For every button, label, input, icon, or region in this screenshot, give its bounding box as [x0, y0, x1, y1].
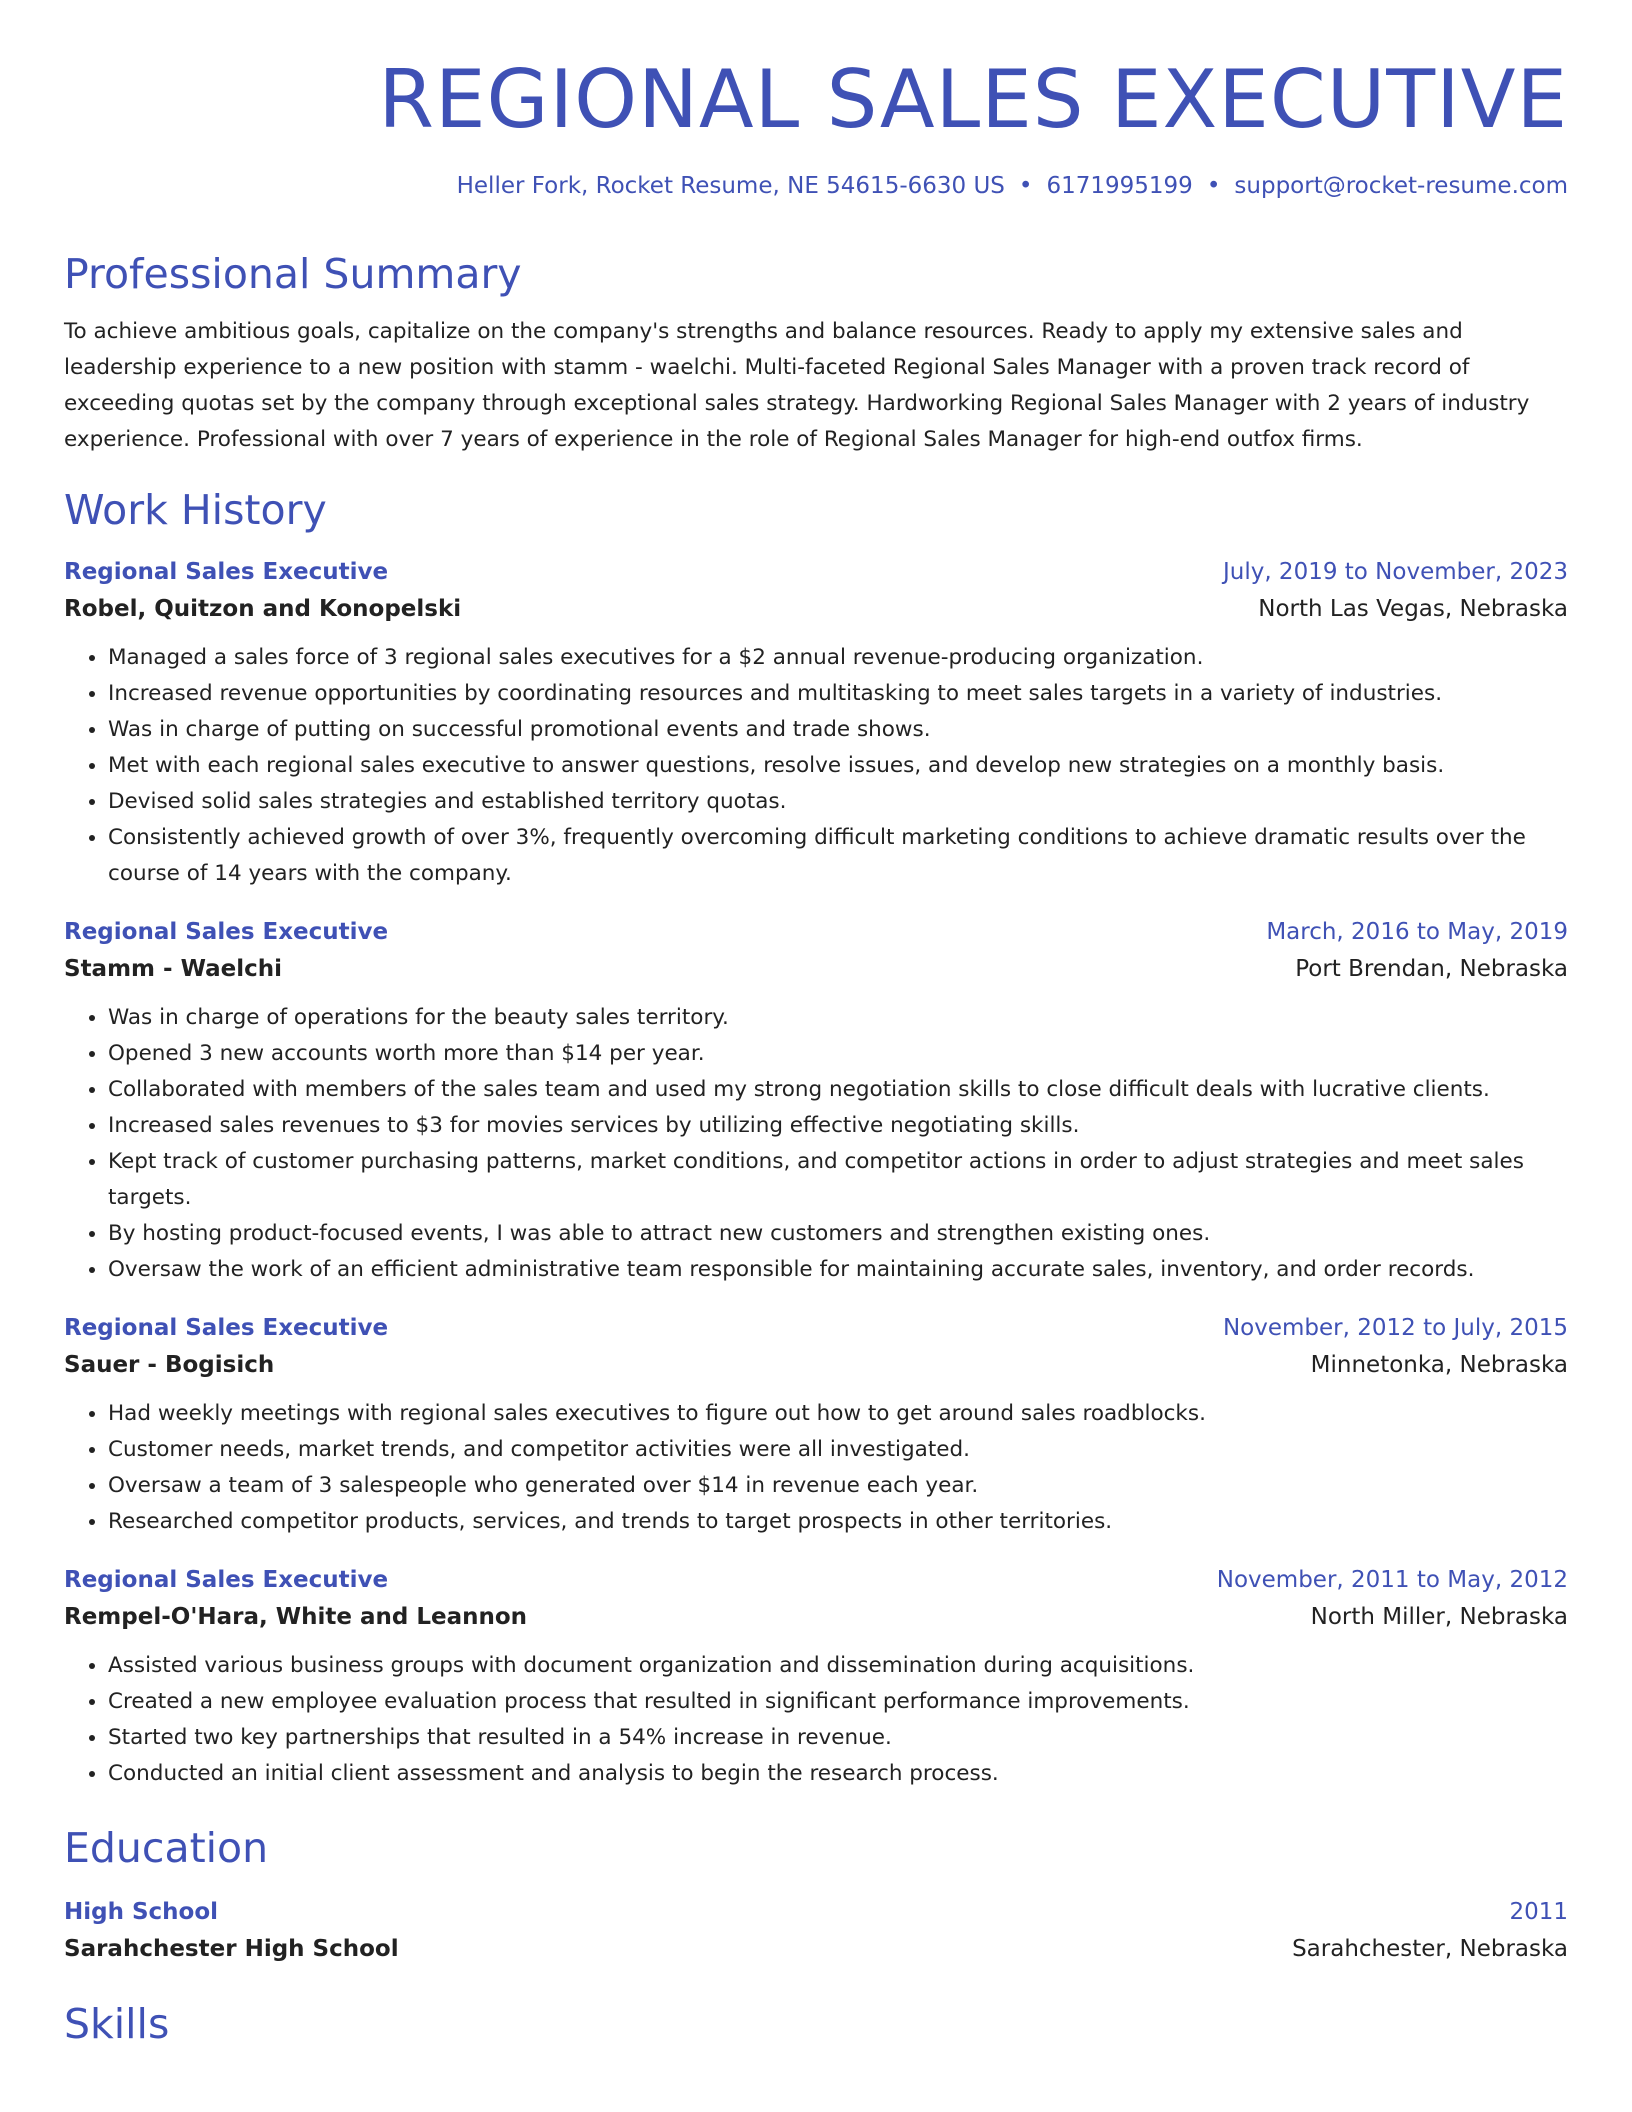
job-company: Stamm - Waelchi	[64, 956, 283, 982]
job-bullet: • Was in charge of putting on successful promotional events and trade shows.	[108, 712, 1568, 748]
summary-text: To achieve ambitious goals, capitalize on the company's strengths and balance resources. Ready to apply my extensive sales and leadership experience to a new position with stamm - waelchi. Multi-faceted Regional Sales Manager with a proven track record of exceeding quotas set by the company through exceptional sales strategy. Hardworking Regional Sales Manager with 2 years of industry experience. Professional with over 7 years of experience in the role of Regional Sales Manager for high-end outfox firms.	[64, 319, 1530, 452]
job-bullet: • Opened 3 new accounts worth more than $14 per year.	[108, 1036, 1568, 1072]
job-dates: March, 2016 to May, 2019	[1266, 919, 1568, 945]
job-header	[64, 1562, 1568, 1598]
job-bullet: • Created a new employee evaluation process that resulted in significant performance improvements.	[108, 1684, 1568, 1720]
education-entry	[64, 1894, 1568, 1968]
education-location: Sarahchester, Nebraska	[1292, 1936, 1568, 1962]
job-bullet: • Started two key partnerships that resulted in a 54% increase in revenue.	[108, 1720, 1568, 1756]
job-position: Regional Sales Executive	[64, 1315, 389, 1341]
job-bullet: • Oversaw a team of 3 salespeople who generated over $14 in revenue each year.	[108, 1468, 1568, 1504]
job-dates: July, 2019 to November, 2023	[1222, 559, 1568, 585]
section-title-work-history: Work History	[64, 486, 327, 534]
resume-page	[64, 0, 1568, 2050]
contact-separator: •	[1206, 173, 1221, 199]
job-bullet: • Was in charge of operations for the beauty sales territory.	[108, 1000, 1568, 1036]
contact-address: Heller Fork, Rocket Resume, NE 54615-6630 US	[456, 173, 1005, 199]
job-bullet: • Devised solid sales strategies and established territory quotas.	[108, 784, 1568, 820]
job-bullet: • Kept track of customer purchasing patterns, market conditions, and competitor actions in order to adjust strategies and meet sales targets.	[108, 1144, 1568, 1216]
job-company: Sauer - Bogisich	[64, 1352, 275, 1378]
job-bullet: • By hosting product-focused events, I was able to attract new customers and strengthen existing ones.	[108, 1216, 1568, 1252]
section-title-summary: Professional Summary	[64, 250, 522, 298]
job-position: Regional Sales Executive	[64, 1567, 389, 1593]
job-position: Regional Sales Executive	[64, 559, 389, 585]
job-entry	[64, 914, 1568, 1288]
contact-phone: 6171995199	[1046, 173, 1193, 199]
job-location: North Las Vegas, Nebraska	[1258, 596, 1568, 622]
section-title-skills: Skills	[64, 2000, 170, 2048]
job-bullets	[64, 1000, 1568, 1288]
job-bullet: • Met with each regional sales executive to answer questions, resolve issues, and develop new strategies on a monthly basis.	[108, 748, 1568, 784]
job-position: Regional Sales Executive	[64, 919, 389, 945]
job-company: Rempel-O'Hara, White and Leannon	[64, 1604, 528, 1630]
job-header	[64, 914, 1568, 950]
job-dates: November, 2011 to May, 2012	[1216, 1567, 1568, 1593]
contact-separator: •	[1018, 173, 1033, 199]
education-header	[64, 1894, 1568, 1930]
job-bullets	[64, 1648, 1568, 1792]
section-title-education: Education	[64, 1824, 269, 1872]
education-year: 2011	[1509, 1899, 1568, 1925]
education-school: Sarahchester High School	[64, 1936, 399, 1962]
job-bullets	[64, 1396, 1568, 1540]
education-subheader	[64, 1930, 1568, 1968]
job-subheader	[64, 950, 1568, 988]
contact-line	[64, 170, 1568, 202]
job-dates: November, 2012 to July, 2015	[1222, 1315, 1568, 1341]
job-bullet: • Had weekly meetings with regional sales executives to figure out how to get around sales roadblocks.	[108, 1396, 1568, 1432]
job-bullet: • Researched competitor products, services, and trends to target prospects in other territories.	[108, 1504, 1568, 1540]
job-subheader	[64, 1346, 1568, 1384]
job-location: Minnetonka, Nebraska	[1310, 1352, 1568, 1378]
job-entry	[64, 1562, 1568, 1792]
job-subheader	[64, 1598, 1568, 1636]
education-degree: High School	[64, 1899, 219, 1925]
job-subheader	[64, 590, 1568, 628]
job-bullet: • Increased revenue opportunities by coordinating resources and multitasking to meet sales targets in a variety of industries.	[108, 676, 1568, 712]
job-bullet: • Increased sales revenues to $3 for movies services by utilizing effective negotiating skills.	[108, 1108, 1568, 1144]
job-bullet: • Collaborated with members of the sales team and used my strong negotiation skills to close difficult deals with lucrative clients.	[108, 1072, 1568, 1108]
job-header	[64, 1310, 1568, 1346]
resume-title: REGIONAL SALES EXECUTIVE	[378, 53, 1568, 146]
job-bullets	[64, 640, 1568, 892]
job-entry	[64, 1310, 1568, 1540]
job-location: North Miller, Nebraska	[1310, 1604, 1568, 1630]
job-entry	[64, 554, 1568, 892]
job-bullet: • Managed a sales force of 3 regional sales executives for a $2 annual revenue-producing organization.	[108, 640, 1568, 676]
job-header	[64, 554, 1568, 590]
job-bullet: • Consistently achieved growth of over 3%, frequently overcoming difficult marketing conditions to achieve dramatic results over the course of 14 years with the company.	[108, 820, 1568, 892]
contact-email: support@rocket-resume.com	[1234, 173, 1568, 199]
job-bullet: • Customer needs, market trends, and competitor activities were all investigated.	[108, 1432, 1568, 1468]
job-bullet: • Assisted various business groups with document organization and dissemination during acquisitions.	[108, 1648, 1568, 1684]
job-bullet: • Oversaw the work of an efficient administrative team responsible for maintaining accurate sales, inventory, and order records.	[108, 1252, 1568, 1288]
job-location: Port Brendan, Nebraska	[1295, 956, 1568, 982]
job-company: Robel, Quitzon and Konopelski	[64, 596, 462, 622]
job-bullet: • Conducted an initial client assessment and analysis to begin the research process.	[108, 1756, 1568, 1792]
